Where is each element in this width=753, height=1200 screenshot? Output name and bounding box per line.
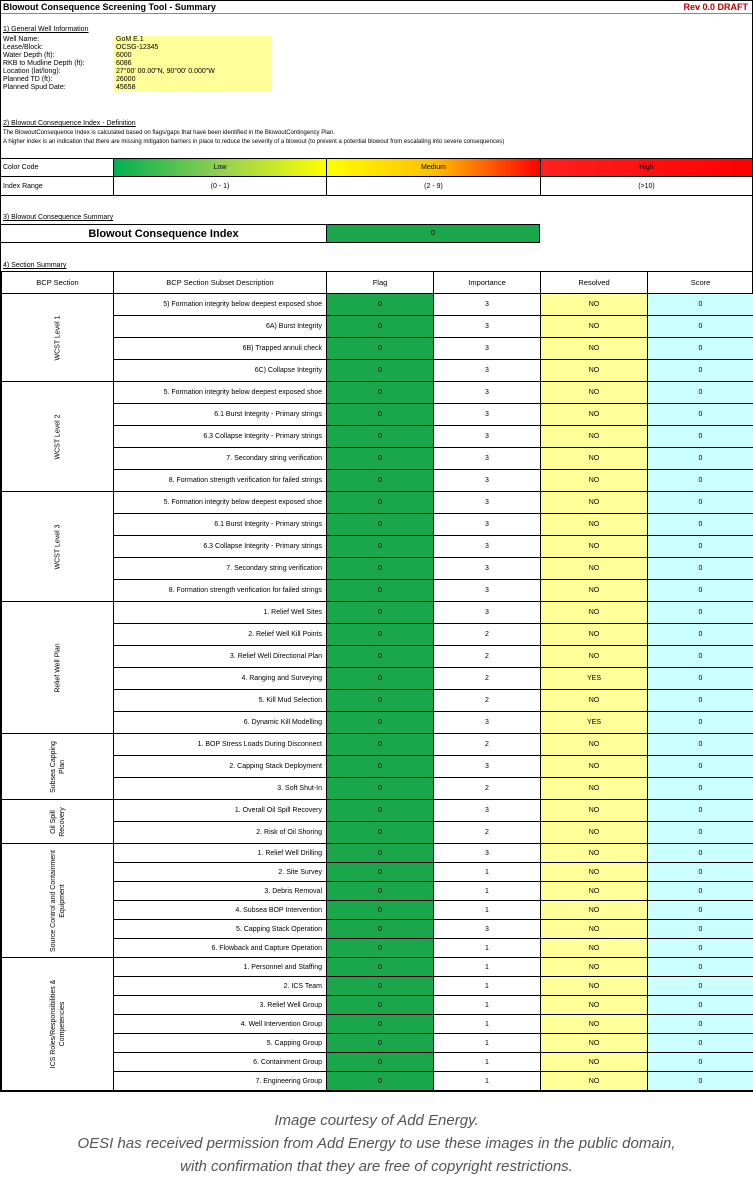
section-group-label: Source Control and Containment Equipment [49,849,66,952]
definition-line-1: The BlowoutConsequence Index is calculated based on flags/gaps that have been identified in the BlowoutContingency Plan. [3,130,335,136]
table-row [2,536,753,558]
resolved-cell[interactable]: NO [541,316,648,338]
title-divider [1,13,752,14]
importance-cell[interactable]: 3 [434,514,541,536]
resolved-cell[interactable]: NO [541,1053,648,1072]
importance-cell[interactable]: 2 [434,690,541,712]
col-header-resolved: Resolved [541,272,648,294]
section-summary-heading: 4) Section Summary [3,262,67,269]
resolved-cell[interactable]: NO [541,844,648,863]
table-row [2,294,753,316]
resolved-cell[interactable]: NO [541,863,648,882]
score-cell: 0 [648,360,753,382]
importance-cell[interactable]: 3 [434,602,541,624]
subset-description: 2. Site Survey [114,863,327,882]
flag-cell[interactable]: 0 [327,1034,434,1053]
flag-cell[interactable]: 0 [327,492,434,514]
range-low: (0 - 1) [113,177,326,195]
subset-description: 1. BOP Stress Loads During Disconnect [114,734,327,756]
score-cell: 0 [648,958,753,977]
resolved-cell[interactable]: NO [541,448,648,470]
definition-line-2: A higher index is an indication that there are missing mitigation barriers in place to reduce the severity of a blowout (to prevent a potential blowout from escalating into severe consequences) [3,139,505,145]
col-header-description: BCP Section Subset Description [114,272,327,294]
subset-description: 4. Ranging and Surveying [114,668,327,690]
resolved-cell[interactable]: NO [541,822,648,844]
importance-cell[interactable]: 3 [434,536,541,558]
table-row [2,624,753,646]
subset-description: 6. Flowback and Capture Operation [114,939,327,958]
flag-cell[interactable]: 0 [327,646,434,668]
info-label: Planned Spud Date: [3,84,66,91]
table-row [2,1072,753,1091]
importance-cell[interactable]: 3 [434,404,541,426]
table-row [2,470,753,492]
color-medium: Medium [326,159,540,176]
section-group-label: WCST Level 2 [54,414,61,459]
importance-cell[interactable]: 3 [434,712,541,734]
subset-description: 4. Well Intervention Group [114,1015,327,1034]
score-cell: 0 [648,580,753,602]
table-row [2,844,753,863]
score-cell: 0 [648,646,753,668]
revision-label: Rev 0.0 DRAFT [683,2,748,12]
table-row [2,668,753,690]
score-cell: 0 [648,492,753,514]
table-row [2,360,753,382]
subset-description: 6. Dynamic Kill Modelling [114,712,327,734]
info-value[interactable]: 45658 [114,84,272,92]
resolved-cell[interactable]: NO [541,756,648,778]
general-info-heading: 1) General Well Information [3,26,89,33]
table-row [2,448,753,470]
info-label: RKB to Mudline Depth (ft): [3,60,85,67]
resolved-cell[interactable]: NO [541,939,648,958]
info-value[interactable]: 26000 [114,76,272,84]
col-header-section: BCP Section [2,272,114,294]
flag-cell[interactable]: 0 [327,977,434,996]
importance-cell[interactable]: 3 [434,426,541,448]
resolved-cell[interactable]: NO [541,734,648,756]
resolved-cell[interactable]: NO [541,558,648,580]
score-cell: 0 [648,712,753,734]
importance-cell[interactable]: 1 [434,1015,541,1034]
flag-cell[interactable]: 0 [327,514,434,536]
subset-description: 3. Relief Well Group [114,996,327,1015]
importance-cell[interactable]: 3 [434,844,541,863]
flag-cell[interactable]: 0 [327,712,434,734]
score-cell: 0 [648,822,753,844]
subset-description: 5. Formation integrity below deepest exposed shoe [114,382,327,404]
resolved-cell[interactable]: NO [541,470,648,492]
score-cell: 0 [648,536,753,558]
importance-cell[interactable]: 1 [434,1072,541,1091]
resolved-cell[interactable]: NO [541,382,648,404]
resolved-cell[interactable]: NO [541,920,648,939]
importance-cell[interactable]: 2 [434,668,541,690]
importance-cell[interactable]: 1 [434,1053,541,1072]
subset-description: 6.3 Collapse Integrity - Primary strings [114,536,327,558]
col-header-flag: Flag [327,272,434,294]
resolved-cell[interactable]: NO [541,360,648,382]
info-value[interactable]: OCSG-12345 [114,44,272,52]
resolved-cell[interactable]: NO [541,1072,648,1091]
importance-cell[interactable]: 1 [434,977,541,996]
flag-cell[interactable]: 0 [327,800,434,822]
flag-cell[interactable]: 0 [327,690,434,712]
score-cell: 0 [648,939,753,958]
resolved-cell[interactable]: NO [541,426,648,448]
score-cell: 0 [648,996,753,1015]
score-cell: 0 [648,338,753,360]
table-row [2,958,753,977]
score-cell: 0 [648,294,753,316]
info-value[interactable]: GoM E.1 [114,36,272,44]
resolved-cell[interactable]: NO [541,778,648,800]
section-group-label: WCST Level 1 [54,315,61,360]
table-row [2,977,753,996]
table-row [2,712,753,734]
score-cell: 0 [648,1034,753,1053]
subset-description: 3. Debris Removal [114,882,327,901]
table-row [2,426,753,448]
importance-cell[interactable]: 1 [434,958,541,977]
resolved-cell[interactable]: YES [541,668,648,690]
flag-cell[interactable]: 0 [327,294,434,316]
subset-description: 6.1 Burst Integrity - Primary strings [114,404,327,426]
subset-description: 5) Formation integrity below deepest exposed shoe [114,294,327,316]
importance-cell[interactable]: 3 [434,360,541,382]
subset-description: 3. Soft Shut-In [114,778,327,800]
resolved-cell[interactable]: NO [541,977,648,996]
section-group-label: Relief Well Plan [54,642,61,693]
section-group-cell [2,734,114,800]
section-group-cell [2,958,114,1091]
table-header-row [2,272,753,294]
section-group-label: Oil Spill Recovery [49,806,66,837]
table-row [2,382,753,404]
score-cell: 0 [648,470,753,492]
table-row [2,756,753,778]
info-value[interactable]: 27°00' 00.00"N, 90°00' 0.000"W [114,68,272,76]
subset-description: 4. Subsea BOP Intervention [114,901,327,920]
section-group-cell [2,294,114,382]
flag-cell[interactable]: 0 [327,580,434,602]
table-row [2,882,753,901]
section-group-label: ICS Roles/Responsibilities & Competencies [49,979,66,1069]
importance-cell[interactable]: 1 [434,996,541,1015]
index-range-row [0,176,753,196]
color-code-label: Color Code [3,164,39,171]
score-cell: 0 [648,1072,753,1091]
importance-cell[interactable]: 3 [434,382,541,404]
flag-cell[interactable]: 0 [327,939,434,958]
importance-cell[interactable]: 3 [434,558,541,580]
info-label: Planned TD (ft): [3,76,53,83]
subset-description: 5. Kill Mud Selection [114,690,327,712]
importance-cell[interactable]: 1 [434,863,541,882]
sheet-title: Blowout Consequence Screening Tool - Summary [3,2,216,12]
resolved-cell[interactable]: NO [541,536,648,558]
flag-cell[interactable]: 0 [327,602,434,624]
table-row [2,690,753,712]
subset-description: 2. Relief Well Kill Points [114,624,327,646]
caption-line-2: OESI has received permission from Add Energy to use these images in the public domain, [77,1135,676,1152]
subset-description: 5. Formation integrity below deepest exposed shoe [114,492,327,514]
flag-cell[interactable]: 0 [327,734,434,756]
flag-cell[interactable]: 0 [327,958,434,977]
info-value[interactable]: 6086 [114,60,272,68]
flag-cell[interactable]: 0 [327,360,434,382]
section-group-label: WCST Level 3 [54,524,61,569]
table-body [2,294,753,1091]
subset-description: 7. Secondary string verification [114,558,327,580]
importance-cell[interactable]: 2 [434,778,541,800]
color-high: High [540,159,752,176]
resolved-cell[interactable]: NO [541,580,648,602]
flag-cell[interactable]: 0 [327,448,434,470]
score-cell: 0 [648,1053,753,1072]
color-low: Low [113,159,326,176]
table-row [2,404,753,426]
subset-description: 8. Formation strength verification for failed strings [114,580,327,602]
score-cell: 0 [648,690,753,712]
info-value[interactable]: 6000 [114,52,272,60]
table-row [2,939,753,958]
flag-cell[interactable]: 0 [327,920,434,939]
info-label: Well Name: [3,36,40,43]
resolved-cell[interactable]: NO [541,602,648,624]
score-cell: 0 [648,602,753,624]
table-row [2,996,753,1015]
flag-cell[interactable]: 0 [327,1072,434,1091]
importance-cell[interactable]: 3 [434,316,541,338]
importance-cell[interactable]: 3 [434,470,541,492]
importance-cell[interactable]: 2 [434,734,541,756]
resolved-cell[interactable]: NO [541,882,648,901]
table-row [2,1034,753,1053]
flag-cell[interactable]: 0 [327,470,434,492]
resolved-cell[interactable]: NO [541,1015,648,1034]
importance-cell[interactable]: 1 [434,901,541,920]
table-row [2,920,753,939]
importance-cell[interactable]: 3 [434,492,541,514]
subset-description: 7. Engineering Group [114,1072,327,1091]
flag-cell[interactable]: 0 [327,1015,434,1034]
resolved-cell[interactable]: NO [541,404,648,426]
flag-cell[interactable]: 0 [327,426,434,448]
color-code-row [0,158,753,177]
resolved-cell[interactable]: YES [541,712,648,734]
score-cell: 0 [648,382,753,404]
resolved-cell[interactable]: NO [541,646,648,668]
importance-cell[interactable]: 3 [434,448,541,470]
table-row [2,1015,753,1034]
subset-description: 7. Secondary string verification [114,448,327,470]
subset-description: 6B) Trapped annuli check [114,338,327,360]
score-cell: 0 [648,863,753,882]
importance-cell[interactable]: 3 [434,920,541,939]
score-cell: 0 [648,624,753,646]
score-cell: 0 [648,404,753,426]
table-row [2,800,753,822]
table-row [2,492,753,514]
score-cell: 0 [648,558,753,580]
flag-cell[interactable]: 0 [327,822,434,844]
subset-description: 2. Capping Stack Deployment [114,756,327,778]
flag-cell[interactable]: 0 [327,1053,434,1072]
subset-description: 1. Relief Well Sites [114,602,327,624]
subset-description: 6A) Burst Integrity [114,316,327,338]
subset-description: 8. Formation strength verification for failed strings [114,470,327,492]
score-cell: 0 [648,977,753,996]
importance-cell[interactable]: 1 [434,1034,541,1053]
summary-heading: 3) Blowout Consequence Summary [3,214,114,221]
subset-description: 1. Personnel and Staffing [114,958,327,977]
subset-description: 1. Relief Well Drilling [114,844,327,863]
info-label: Water Depth (ft): [3,52,55,59]
score-cell: 0 [648,1015,753,1034]
score-cell: 0 [648,448,753,470]
score-cell: 0 [648,668,753,690]
resolved-cell[interactable]: NO [541,690,648,712]
subset-description: 5. Capping Group [114,1034,327,1053]
resolved-cell[interactable]: NO [541,624,648,646]
flag-cell[interactable]: 0 [327,338,434,360]
caption-line-1: Image courtesy of Add Energy. [274,1112,479,1129]
resolved-cell[interactable]: NO [541,800,648,822]
importance-cell[interactable]: 3 [434,756,541,778]
subset-description: 6.3 Collapse Integrity - Primary strings [114,426,327,448]
section-group-cell [2,382,114,492]
resolved-cell[interactable]: NO [541,1034,648,1053]
flag-cell[interactable]: 0 [327,863,434,882]
score-cell: 0 [648,800,753,822]
score-cell: 0 [648,514,753,536]
index-range-label: Index Range [3,182,43,190]
score-cell: 0 [648,920,753,939]
table-row [2,580,753,602]
flag-cell[interactable]: 0 [327,316,434,338]
resolved-cell[interactable]: NO [541,338,648,360]
flag-cell[interactable]: 0 [327,668,434,690]
flag-cell[interactable]: 0 [327,382,434,404]
flag-cell[interactable]: 0 [327,536,434,558]
table-row [2,338,753,360]
score-cell: 0 [648,778,753,800]
range-high: (>10) [540,177,752,195]
section-summary-table [1,271,753,1091]
flag-cell[interactable]: 0 [327,624,434,646]
score-cell: 0 [648,901,753,920]
section-group-cell [2,602,114,734]
range-medium: (2 - 9) [326,177,540,195]
resolved-cell[interactable]: NO [541,514,648,536]
importance-cell[interactable]: 3 [434,800,541,822]
col-header-importance: Importance [434,272,541,294]
score-cell: 0 [648,756,753,778]
flag-cell[interactable]: 0 [327,404,434,426]
table-row [2,822,753,844]
section-group-cell [2,844,114,958]
subset-description: 6. Containment Group [114,1053,327,1072]
section-group-cell [2,800,114,844]
table-row [2,646,753,668]
importance-cell[interactable]: 3 [434,294,541,316]
score-cell: 0 [648,426,753,448]
table-row [2,734,753,756]
importance-cell[interactable]: 1 [434,882,541,901]
definition-heading: 2) Blowout Consequence Index - Definition [3,120,136,127]
col-header-score: Score [648,272,753,294]
flag-cell[interactable]: 0 [327,996,434,1015]
table-row [2,602,753,624]
resolved-cell[interactable]: NO [541,901,648,920]
resolved-cell[interactable]: NO [541,492,648,514]
score-cell: 0 [648,734,753,756]
subset-description: 5. Capping Stack Operation [114,920,327,939]
score-cell: 0 [648,882,753,901]
subset-description: 1. Overall Oil Spill Recovery [114,800,327,822]
bci-label: Blowout Consequence Index [1,224,327,243]
score-cell: 0 [648,844,753,863]
subset-description: 6C) Collapse Integrity [114,360,327,382]
importance-cell[interactable]: 2 [434,822,541,844]
caption-line-3: with confirmation that they are free of copyright restrictions. [180,1158,573,1175]
resolved-cell[interactable]: NO [541,958,648,977]
importance-cell[interactable]: 3 [434,580,541,602]
table-row [2,316,753,338]
subset-description: 3. Relief Well Directional Plan [114,646,327,668]
table-row [2,778,753,800]
subset-description: 6.1 Burst Integrity - Primary strings [114,514,327,536]
table-row [2,1053,753,1072]
subset-description: 2. ICS Team [114,977,327,996]
importance-cell[interactable]: 2 [434,624,541,646]
flag-cell[interactable]: 0 [327,901,434,920]
section-group-cell [2,492,114,602]
importance-cell[interactable]: 2 [434,646,541,668]
resolved-cell[interactable]: NO [541,996,648,1015]
table-row [2,863,753,882]
flag-cell[interactable]: 0 [327,558,434,580]
flag-cell[interactable]: 0 [327,844,434,863]
table-row [2,558,753,580]
bci-value[interactable]: 0 [327,224,540,243]
section-group-label: Subsea Capping Plan [49,740,66,793]
subset-description: 2. Risk of Oil Shoring [114,822,327,844]
flag-cell[interactable]: 0 [327,882,434,901]
importance-cell[interactable]: 3 [434,338,541,360]
importance-cell[interactable]: 1 [434,939,541,958]
info-label: Lease/Block: [3,44,44,51]
flag-cell[interactable]: 0 [327,756,434,778]
table-row [2,514,753,536]
table-row [2,901,753,920]
score-cell: 0 [648,316,753,338]
info-label: Location (lat/long): [3,68,61,75]
resolved-cell[interactable]: NO [541,294,648,316]
flag-cell[interactable]: 0 [327,778,434,800]
